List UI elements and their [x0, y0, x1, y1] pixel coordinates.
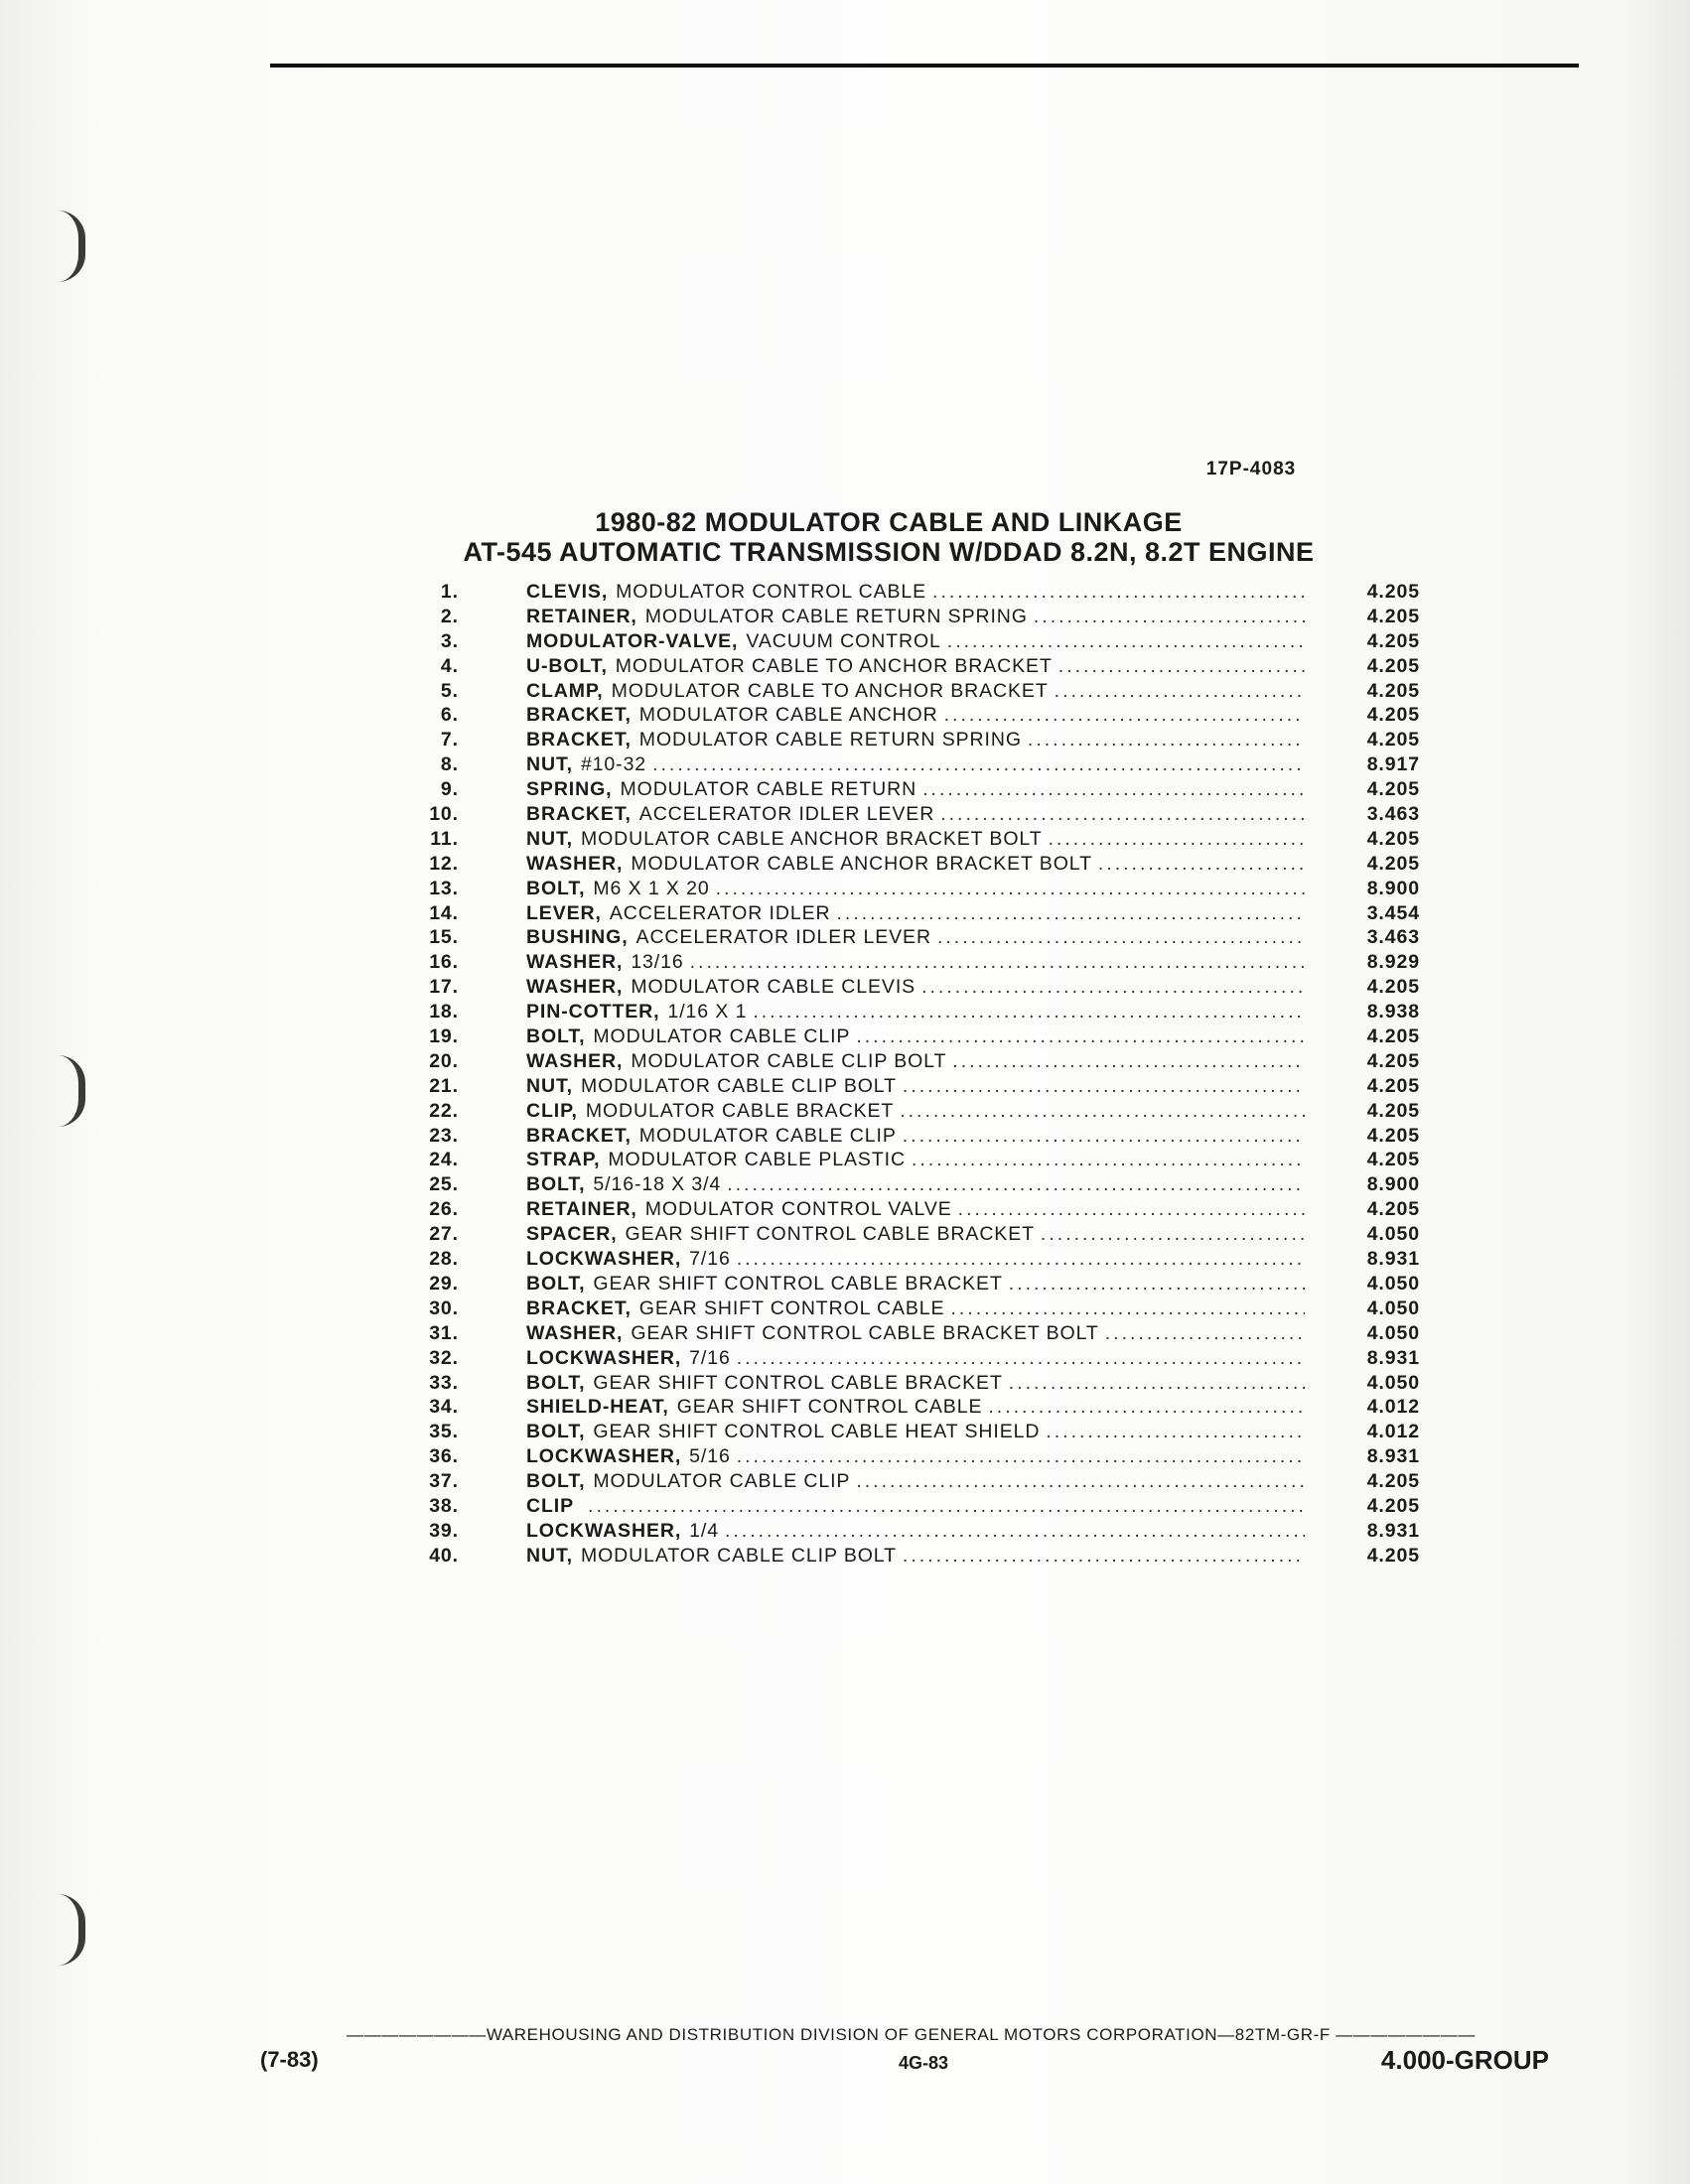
dot-leader — [588, 1494, 1305, 1519]
group-number: 8.931 — [1366, 1519, 1420, 1542]
part-name: CLIP — [526, 1494, 575, 1517]
dot-leader — [1034, 605, 1305, 629]
part-description — [526, 1519, 1311, 1544]
part-detail: MODULATOR CABLE PLASTIC — [608, 1149, 906, 1171]
part-name: LEVER, — [526, 901, 602, 924]
dot-leader — [856, 1024, 1305, 1049]
part-description — [526, 1124, 1311, 1149]
dot-leader — [922, 777, 1305, 802]
group-number: 8.931 — [1366, 1445, 1420, 1468]
part-description — [526, 950, 1311, 975]
dot-leader — [725, 1519, 1305, 1544]
item-number: 29. — [429, 1272, 459, 1295]
part-detail: 5/16-18 X 3/4 — [593, 1173, 722, 1196]
item-number: 27. — [429, 1223, 459, 1246]
part-detail: 1/16 X 1 — [667, 1001, 748, 1024]
parts-row — [377, 777, 1420, 802]
group-number: 4.205 — [1366, 1099, 1420, 1122]
part-description — [526, 1371, 1311, 1396]
group-number: 4.205 — [1366, 1198, 1420, 1221]
group-number: 4.205 — [1366, 1025, 1420, 1048]
part-description — [526, 1297, 1311, 1321]
item-number: 22. — [429, 1099, 459, 1122]
part-name: SPACER, — [526, 1223, 618, 1246]
part-detail: MODULATOR CABLE CLIP BOLT — [631, 1049, 947, 1072]
dot-leader — [1098, 852, 1305, 877]
parts-row — [377, 802, 1420, 827]
part-detail: 13/16 — [631, 951, 684, 974]
part-description — [526, 802, 1311, 827]
parts-row — [377, 1172, 1420, 1197]
group-number: 3.463 — [1366, 803, 1420, 826]
footer-division-line: ————————WAREHOUSING AND DISTRIBUTION DIVISION OF GENERAL MOTORS CORPORATION—82TM-GR-F ———————— — [347, 2025, 1476, 2044]
part-description — [526, 1148, 1311, 1172]
item-number: 24. — [429, 1149, 459, 1171]
item-number: 30. — [429, 1297, 459, 1319]
dot-leader — [753, 1000, 1305, 1024]
group-number: 4.205 — [1366, 629, 1420, 652]
group-number: 4.050 — [1366, 1223, 1420, 1246]
parts-row — [377, 877, 1420, 901]
parts-row — [377, 827, 1420, 852]
part-detail: MODULATOR CABLE BRACKET — [585, 1099, 895, 1122]
item-number: 23. — [429, 1124, 459, 1147]
part-name: WASHER, — [526, 1321, 624, 1344]
binder-hole — [58, 1055, 85, 1127]
top-rule — [270, 64, 1579, 68]
parts-row — [377, 901, 1420, 926]
parts-row — [377, 580, 1420, 605]
part-description — [526, 629, 1311, 654]
parts-row — [377, 950, 1420, 975]
group-number: 3.454 — [1366, 901, 1420, 924]
part-name: WASHER, — [526, 976, 624, 999]
dot-leader — [937, 925, 1305, 950]
item-number: 32. — [429, 1346, 459, 1369]
dot-leader — [1049, 827, 1305, 852]
part-description — [526, 1346, 1311, 1371]
part-description — [526, 752, 1311, 777]
parts-row — [377, 1444, 1420, 1469]
item-number: 17. — [429, 976, 459, 999]
part-name: PIN-COTTER, — [526, 1001, 660, 1024]
group-number: 4.050 — [1366, 1321, 1420, 1344]
part-detail: ACCELERATOR IDLER — [609, 901, 831, 924]
dot-leader — [952, 1049, 1305, 1074]
part-detail: MODULATOR CABLE ANCHOR — [638, 704, 938, 727]
part-description — [526, 728, 1311, 752]
dot-leader — [900, 1099, 1305, 1124]
part-detail: GEAR SHIFT CONTROL CABLE — [676, 1396, 983, 1419]
item-number: 35. — [429, 1421, 459, 1443]
item-number: 40. — [429, 1544, 459, 1567]
group-number: 4.205 — [1366, 704, 1420, 727]
part-detail: MODULATOR CONTROL VALVE — [644, 1198, 952, 1221]
part-description — [526, 605, 1311, 629]
dot-leader — [903, 1074, 1305, 1099]
group-number: 4.205 — [1366, 1149, 1420, 1171]
group-number: 4.205 — [1366, 729, 1420, 751]
item-number: 19. — [429, 1025, 459, 1048]
group-number: 8.929 — [1366, 951, 1420, 974]
part-name: BOLT, — [526, 1470, 586, 1493]
parts-row — [377, 1469, 1420, 1494]
parts-row — [377, 679, 1420, 704]
dot-leader — [944, 703, 1305, 728]
dot-leader — [950, 1297, 1305, 1321]
group-number: 8.900 — [1366, 1173, 1420, 1196]
part-description — [526, 679, 1311, 704]
parts-list — [377, 580, 1420, 1569]
footer-revision-date: (7-83) — [260, 2047, 319, 2072]
item-number: 16. — [429, 951, 459, 974]
part-name: BOLT, — [526, 1371, 586, 1394]
part-description — [526, 1544, 1311, 1569]
part-description — [526, 852, 1311, 877]
part-name: NUT, — [526, 827, 573, 850]
dot-leader — [856, 1469, 1305, 1494]
binder-hole — [58, 1894, 85, 1966]
part-name: U-BOLT, — [526, 654, 608, 677]
footer-page-number: 4G-83 — [898, 2053, 949, 2073]
parts-row — [377, 605, 1420, 629]
part-name: SHIELD-HEAT, — [526, 1396, 669, 1419]
parts-row — [377, 1000, 1420, 1024]
part-detail: MODULATOR CABLE RETURN — [620, 778, 917, 801]
part-description — [526, 975, 1311, 1000]
parts-row — [377, 925, 1420, 950]
dot-leader — [1028, 728, 1305, 752]
item-number: 8. — [440, 753, 459, 776]
item-number: 13. — [429, 877, 459, 899]
part-name: LOCKWASHER, — [526, 1445, 682, 1468]
page-title: 1980-82 MODULATOR CABLE AND LINKAGE — [595, 507, 1183, 537]
dot-leader — [737, 1247, 1305, 1272]
part-name: CLAMP, — [526, 679, 604, 702]
part-detail: MODULATOR CABLE TO ANCHOR BRACKET — [615, 654, 1053, 677]
part-detail: MODULATOR CABLE CLIP BOLT — [580, 1544, 897, 1567]
part-detail: MODULATOR CONTROL CABLE — [616, 581, 927, 603]
parts-row — [377, 1297, 1420, 1321]
part-detail: VACUUM CONTROL — [746, 629, 941, 652]
item-number: 18. — [429, 1001, 459, 1024]
part-name: NUT, — [526, 1544, 573, 1567]
part-description — [526, 1172, 1311, 1197]
item-number: 2. — [440, 605, 459, 627]
group-number: 4.050 — [1366, 1272, 1420, 1295]
part-name: CLIP, — [526, 1099, 578, 1122]
group-number: 8.917 — [1366, 753, 1420, 776]
part-detail: MODULATOR CABLE CLIP — [593, 1025, 851, 1048]
part-description — [526, 1272, 1311, 1297]
item-number: 4. — [440, 654, 459, 677]
item-number: 14. — [429, 901, 459, 924]
parts-row — [377, 703, 1420, 728]
parts-row — [377, 629, 1420, 654]
dot-leader — [903, 1124, 1305, 1149]
group-number: 4.205 — [1366, 1124, 1420, 1147]
group-number: 4.205 — [1366, 679, 1420, 702]
parts-row — [377, 1197, 1420, 1222]
part-detail: MODULATOR CABLE CLEVIS — [631, 976, 916, 999]
dot-leader — [716, 877, 1305, 901]
part-detail: 7/16 — [689, 1346, 731, 1369]
dot-leader — [737, 1346, 1305, 1371]
item-number: 36. — [429, 1445, 459, 1468]
part-detail: GEAR SHIFT CONTROL CABLE BRACKET — [625, 1223, 1035, 1246]
item-number: 5. — [440, 679, 459, 702]
part-name: WASHER, — [526, 852, 624, 875]
parts-row — [377, 852, 1420, 877]
item-number: 1. — [440, 581, 459, 603]
part-name: RETAINER, — [526, 605, 637, 627]
part-description — [526, 1024, 1311, 1049]
dot-leader — [690, 950, 1305, 975]
part-description — [526, 1247, 1311, 1272]
part-detail: 5/16 — [689, 1445, 731, 1468]
parts-row — [377, 1321, 1420, 1346]
part-name: BOLT, — [526, 1025, 586, 1048]
dot-leader — [1041, 1222, 1305, 1247]
part-description — [526, 1469, 1311, 1494]
binder-hole — [58, 210, 85, 282]
item-number: 3. — [440, 629, 459, 652]
footer-group: 4.000-GROUP — [1380, 2045, 1549, 2075]
dot-leader — [988, 1395, 1305, 1420]
part-description — [526, 654, 1311, 679]
dot-leader — [940, 802, 1305, 827]
part-description — [526, 1000, 1311, 1024]
dot-leader — [912, 1148, 1305, 1172]
group-number: 4.050 — [1366, 1371, 1420, 1394]
part-name: NUT, — [526, 753, 573, 776]
part-detail: 7/16 — [689, 1248, 731, 1271]
dot-leader — [727, 1172, 1305, 1197]
part-name: BRACKET, — [526, 704, 632, 727]
group-number: 4.205 — [1366, 778, 1420, 801]
item-number: 11. — [430, 827, 459, 850]
part-detail: MODULATOR CABLE TO ANCHOR BRACKET — [611, 679, 1049, 702]
item-number: 7. — [440, 729, 459, 751]
part-detail: GEAR SHIFT CONTROL CABLE BRACKET — [593, 1272, 1003, 1295]
item-number: 21. — [429, 1074, 459, 1097]
item-number: 20. — [429, 1049, 459, 1072]
parts-row — [377, 1346, 1420, 1371]
dot-leader — [652, 752, 1305, 777]
part-description — [526, 827, 1311, 852]
item-number: 10. — [429, 803, 459, 826]
part-detail: MODULATOR CABLE ANCHOR BRACKET BOLT — [580, 827, 1043, 850]
part-name: SPRING, — [526, 778, 613, 801]
parts-row — [377, 752, 1420, 777]
part-name: BRACKET, — [526, 1124, 632, 1147]
part-description — [526, 1099, 1311, 1124]
part-detail: GEAR SHIFT CONTROL CABLE BRACKET — [593, 1371, 1003, 1394]
part-detail: M6 X 1 X 20 — [593, 877, 710, 899]
part-detail: MODULATOR CABLE RETURN SPRING — [644, 605, 1028, 627]
part-name: LOCKWASHER, — [526, 1519, 682, 1542]
group-number: 8.938 — [1366, 1001, 1420, 1024]
part-description — [526, 1420, 1311, 1444]
part-name: BOLT, — [526, 1173, 586, 1196]
group-number: 4.012 — [1366, 1396, 1420, 1419]
illustration-number: 17P-4083 — [1205, 459, 1297, 479]
part-name: BRACKET, — [526, 803, 632, 826]
item-number: 25. — [429, 1173, 459, 1196]
dot-leader — [932, 580, 1305, 605]
parts-row — [377, 975, 1420, 1000]
parts-row — [377, 1544, 1420, 1569]
item-number: 12. — [429, 852, 459, 875]
dot-leader — [1009, 1371, 1305, 1396]
dot-leader — [958, 1197, 1305, 1222]
parts-row — [377, 1272, 1420, 1297]
parts-row — [377, 1099, 1420, 1124]
item-number: 39. — [429, 1519, 459, 1542]
parts-row — [377, 1494, 1420, 1519]
item-number: 38. — [429, 1494, 459, 1517]
dot-leader — [737, 1444, 1305, 1469]
dot-leader — [836, 901, 1305, 926]
group-number: 4.205 — [1366, 1470, 1420, 1493]
item-number: 31. — [429, 1321, 459, 1344]
part-name: WASHER, — [526, 1049, 624, 1072]
group-number: 4.205 — [1366, 1494, 1420, 1517]
dot-leader — [947, 629, 1305, 654]
group-number: 4.205 — [1366, 852, 1420, 875]
parts-row — [377, 1247, 1420, 1272]
group-number: 4.205 — [1366, 605, 1420, 627]
group-number: 8.900 — [1366, 877, 1420, 899]
part-description — [526, 925, 1311, 950]
dot-leader — [903, 1544, 1305, 1569]
item-number: 34. — [429, 1396, 459, 1419]
group-number: 4.205 — [1366, 654, 1420, 677]
part-detail: 1/4 — [689, 1519, 719, 1542]
part-name: BUSHING, — [526, 926, 629, 949]
part-name: BOLT, — [526, 1272, 586, 1295]
dot-leader — [1058, 654, 1305, 679]
part-description — [526, 1197, 1311, 1222]
part-detail: MODULATOR CABLE CLIP BOLT — [580, 1074, 897, 1097]
part-detail: MODULATOR CABLE CLIP — [638, 1124, 897, 1147]
item-number: 28. — [429, 1248, 459, 1271]
part-description — [526, 877, 1311, 901]
page-subtitle: AT-545 AUTOMATIC TRANSMISSION W/DDAD 8.2N, 8.2T ENGINE — [463, 537, 1315, 567]
parts-row — [377, 1371, 1420, 1396]
part-description — [526, 1222, 1311, 1247]
parts-row — [377, 1074, 1420, 1099]
part-detail: MODULATOR CABLE ANCHOR BRACKET BOLT — [631, 852, 1092, 875]
group-number: 4.205 — [1366, 1049, 1420, 1072]
parts-row — [377, 1049, 1420, 1074]
part-name: BRACKET, — [526, 729, 632, 751]
part-name: LOCKWASHER, — [526, 1346, 682, 1369]
dot-leader — [1046, 1420, 1305, 1444]
dot-leader — [1009, 1272, 1305, 1297]
part-description — [526, 703, 1311, 728]
parts-row — [377, 1124, 1420, 1149]
part-name: NUT, — [526, 1074, 573, 1097]
part-description — [526, 1074, 1311, 1099]
dot-leader — [1105, 1321, 1305, 1346]
group-number: 4.205 — [1366, 581, 1420, 603]
parts-row — [377, 654, 1420, 679]
parts-row — [377, 1222, 1420, 1247]
item-number: 26. — [429, 1198, 459, 1221]
part-detail: ACCELERATOR IDLER LEVER — [638, 803, 935, 826]
part-detail: GEAR SHIFT CONTROL CABLE BRACKET BOLT — [631, 1321, 1099, 1344]
item-number: 37. — [429, 1470, 459, 1493]
group-number: 4.205 — [1366, 827, 1420, 850]
part-description — [526, 1049, 1311, 1074]
part-detail: ACCELERATOR IDLER LEVER — [635, 926, 931, 949]
parts-row — [377, 728, 1420, 752]
part-description — [526, 1444, 1311, 1469]
part-name: BOLT, — [526, 1421, 586, 1443]
part-description — [526, 1321, 1311, 1346]
part-name: BRACKET, — [526, 1297, 632, 1319]
part-description — [526, 777, 1311, 802]
group-number: 4.205 — [1366, 1074, 1420, 1097]
part-detail: MODULATOR CABLE CLIP — [593, 1470, 851, 1493]
part-name: WASHER, — [526, 951, 624, 974]
item-number: 6. — [440, 704, 459, 727]
part-name: RETAINER, — [526, 1198, 637, 1221]
group-number: 3.463 — [1366, 926, 1420, 949]
part-detail: GEAR SHIFT CONTROL CABLE — [638, 1297, 945, 1319]
part-description — [526, 1494, 1311, 1519]
parts-row — [377, 1024, 1420, 1049]
part-detail: GEAR SHIFT CONTROL CABLE HEAT SHIELD — [593, 1421, 1041, 1443]
part-detail: MODULATOR CABLE RETURN SPRING — [638, 729, 1022, 751]
parts-row — [377, 1395, 1420, 1420]
item-number: 33. — [429, 1371, 459, 1394]
part-name: STRAP, — [526, 1149, 601, 1171]
item-number: 15. — [429, 926, 459, 949]
part-name: CLEVIS, — [526, 581, 609, 603]
part-detail: #10-32 — [580, 753, 647, 776]
dot-leader — [1055, 679, 1305, 704]
group-number: 8.931 — [1366, 1248, 1420, 1271]
parts-row — [377, 1519, 1420, 1544]
part-name: BOLT, — [526, 877, 586, 899]
group-number: 8.931 — [1366, 1346, 1420, 1369]
part-description — [526, 1395, 1311, 1420]
group-number: 4.205 — [1366, 1544, 1420, 1567]
part-description — [526, 580, 1311, 605]
item-number: 9. — [440, 778, 459, 801]
group-number: 4.012 — [1366, 1421, 1420, 1443]
parts-row — [377, 1420, 1420, 1444]
parts-row — [377, 1148, 1420, 1172]
group-number: 4.205 — [1366, 976, 1420, 999]
group-number: 4.050 — [1366, 1297, 1420, 1319]
part-name: LOCKWASHER, — [526, 1248, 682, 1271]
dot-leader — [921, 975, 1305, 1000]
part-description — [526, 901, 1311, 926]
part-name: MODULATOR-VALVE, — [526, 629, 739, 652]
